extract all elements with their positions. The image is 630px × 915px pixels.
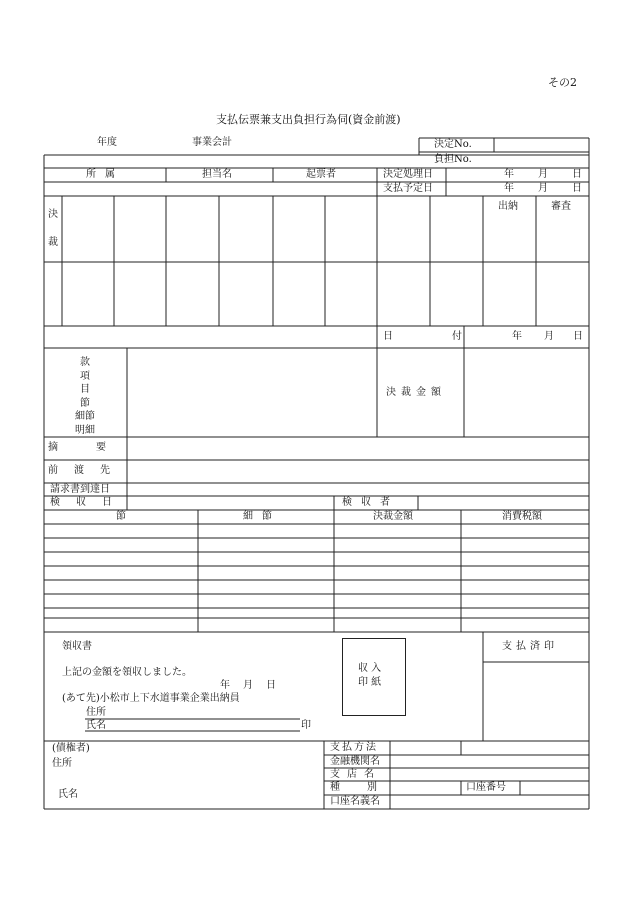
decision-amount-label: 決裁金額 <box>386 387 446 398</box>
breakdown-header-setsu: 節 <box>116 511 126 522</box>
receipt-day: 日 <box>266 680 276 691</box>
receipt-name-label: 氏名 <box>86 720 106 731</box>
advance-to-label: 前渡先 <box>48 465 126 476</box>
audit-label: 審査 <box>551 201 571 212</box>
breakdown-header-tax: 消費税額 <box>502 511 542 522</box>
receipt-year: 年 <box>220 680 230 691</box>
creditor-name-label: 氏名 <box>58 789 78 800</box>
account-holder-label: 口座名義名 <box>330 796 380 807</box>
burden-no-label: 負担No. <box>434 154 472 165</box>
receipt-title: 領収書 <box>62 641 92 652</box>
payment-date-month: 月 <box>538 183 548 194</box>
budget-item-moku: 目 <box>80 384 90 395</box>
revenue-stamp-line-2: 印 紙 <box>358 677 382 688</box>
creditor-address-label: 住所 <box>52 758 72 769</box>
date-label: 日 <box>383 331 393 342</box>
inspector-label: 検収者 <box>342 497 399 508</box>
budget-item-meisai: 明細 <box>75 424 95 436</box>
fiscal-year-label: 年度 <box>97 137 117 148</box>
date-year: 年 <box>512 331 522 342</box>
receipt-text: 上記の金額を領収しました。 <box>62 667 192 678</box>
receipt-addressee: (あて先)小松市上下水道事業企業出納員 <box>62 693 240 704</box>
date-day: 日 <box>573 331 583 342</box>
breakdown-header-saisetsu: 細節 <box>243 511 281 522</box>
budget-item-kan: 款 <box>80 357 90 368</box>
budget-item-kou: 項 <box>80 370 90 382</box>
budget-item-saisetsu: 細節 <box>75 411 95 422</box>
approval-vertical-2: 裁 <box>48 237 58 248</box>
decision-date-label: 決定処理日 <box>383 169 433 180</box>
receipt-address-label: 住所 <box>86 707 106 718</box>
drafter-label: 起票者 <box>306 169 336 180</box>
summary-label: 摘要 <box>48 442 144 453</box>
account-no-label: 口座番号 <box>466 782 506 793</box>
payment-date-label: 支払予定日 <box>383 183 433 194</box>
decision-date-year: 年 <box>504 169 514 180</box>
invoice-date-label: 請求書到達日 <box>50 484 110 495</box>
affiliation-label: 所属 <box>86 169 124 180</box>
decision-date-month: 月 <box>538 169 548 180</box>
branch-label: 支店名 <box>330 769 381 780</box>
revenue-stamp-line-1: 収 入 <box>358 663 382 674</box>
budget-items <box>70 356 100 437</box>
breakdown-header-amount: 決裁金額 <box>373 511 413 522</box>
date-label-2: 付 <box>452 331 462 342</box>
inspection-date-label: 検収日 <box>50 497 128 508</box>
budget-item-setsu: 節 <box>80 397 90 409</box>
bank-label: 金融機関名 <box>330 756 380 767</box>
cashier-label: 出納 <box>498 201 518 212</box>
decision-no-label: 決定No. <box>434 139 472 150</box>
form-title: 支払伝票兼支出負担行為伺(資金前渡) <box>216 113 401 126</box>
receipt-month: 月 <box>243 680 253 691</box>
account-type-label: 種別 <box>330 782 404 793</box>
payment-method-label: 支払方法 <box>330 742 378 753</box>
paid-stamp-label: 支払済印 <box>502 641 558 652</box>
payment-date-year: 年 <box>504 183 514 194</box>
receipt-seal-label: 印 <box>301 720 311 731</box>
approval-vertical-1: 決 <box>48 209 58 220</box>
accounting-label: 事業会計 <box>192 137 232 148</box>
person-in-charge-label: 担当名 <box>202 169 232 180</box>
page-mark: その2 <box>548 76 577 89</box>
creditor-title: (債権者) <box>52 743 90 754</box>
date-month: 月 <box>544 331 554 342</box>
decision-date-day: 日 <box>572 169 582 180</box>
payment-date-day: 日 <box>572 183 582 194</box>
